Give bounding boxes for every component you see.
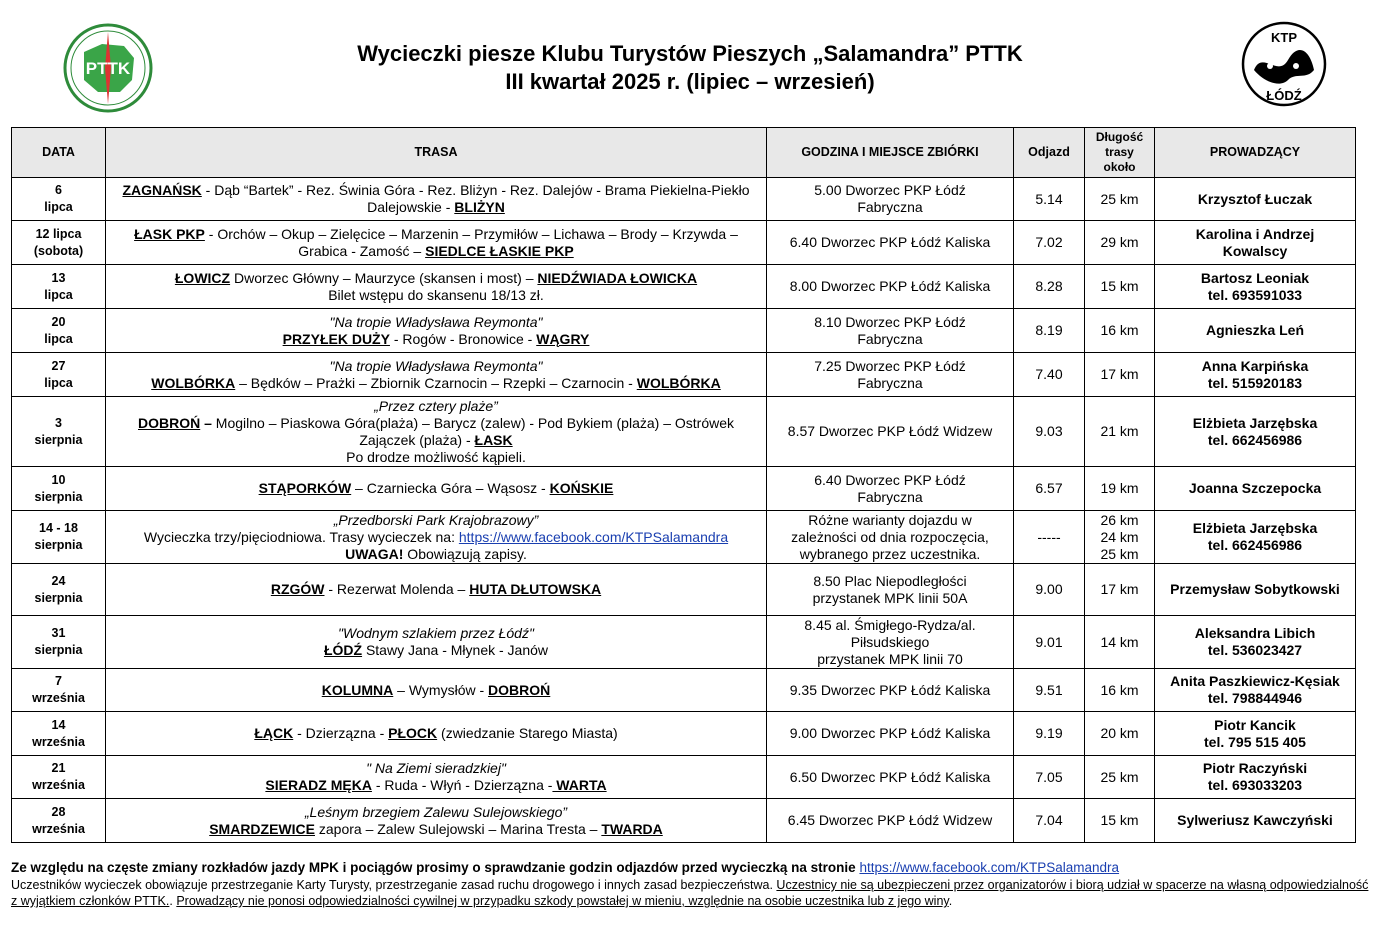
route-cell: "Wodnym szlakiem przez Łódź" ŁÓDŹ Stawy Jana - Młynek - Janów	[106, 616, 767, 669]
footer-facebook-link[interactable]: https://www.facebook.com/KTPSalamandra	[859, 860, 1120, 875]
leader-cell: Agnieszka Leń	[1155, 309, 1356, 353]
meeting-cell: 8.10 Dworzec PKP Łódź Fabryczna	[767, 309, 1014, 353]
table-row	[12, 397, 1356, 467]
meeting-cell: 6.40 Dworzec PKP Łódź Fabryczna	[767, 467, 1014, 511]
table-row	[12, 265, 1356, 309]
departure-cell: 7.40	[1014, 353, 1085, 397]
length-cell: 17 km	[1085, 564, 1155, 616]
departure-cell: 8.19	[1014, 309, 1085, 353]
leader-cell: Karolina i Andrzej Kowalscy	[1155, 221, 1356, 265]
svg-text:KTP: KTP	[1271, 30, 1297, 45]
date-cell: 7 września	[12, 669, 106, 712]
route-cell: „Przedborski Park Krajobrazowy” Wycieczka trzy/pięciodniowa. Trasy wycieczek na: https://www.facebook.com/KTPSalamandra UWAGA! Obowiązują zapisy.	[106, 511, 767, 564]
table-row	[12, 467, 1356, 511]
departure-cell: 7.05	[1014, 756, 1085, 799]
length-cell: 20 km	[1085, 712, 1155, 756]
table-row	[12, 756, 1356, 799]
leader-cell: Aleksandra Libich tel. 536023427	[1155, 616, 1356, 669]
table-row	[12, 353, 1356, 397]
meeting-cell: 9.35 Dworzec PKP Łódź Kaliska	[767, 669, 1014, 712]
meeting-cell: 8.50 Plac Niepodległości przystanek MPK linii 50A	[767, 564, 1014, 616]
meeting-cell: Różne warianty dojazdu w zależności od dnia rozpoczęcia, wybranego przez uczestnika.	[767, 511, 1014, 564]
length-cell: 25 km	[1085, 756, 1155, 799]
route-cell: KOLUMNA – Wymysłów - DOBROŃ	[106, 669, 767, 712]
date-cell: 13 lipca	[12, 265, 106, 309]
date-cell: 10 sierpnia	[12, 467, 106, 511]
col-header-departure: Odjazd	[1014, 128, 1085, 178]
date-cell: 27 lipca	[12, 353, 106, 397]
leader-cell: Anita Paszkiewicz-Kęsiak tel. 798844946	[1155, 669, 1356, 712]
table-row	[12, 712, 1356, 756]
title-line-2: III kwartał 2025 r. (lipiec – wrzesień)	[505, 69, 875, 94]
date-cell: 28 września	[12, 799, 106, 843]
leader-cell: Przemysław Sobytkowski	[1155, 564, 1356, 616]
meeting-cell: 8.45 al. Śmigłego-Rydza/al. Piłsudskiego przystanek MPK linii 70	[767, 616, 1014, 669]
facebook-link[interactable]: https://www.facebook.com/KTPSalamandra	[458, 528, 729, 545]
length-cell: 16 km	[1085, 669, 1155, 712]
departure-cell: 7.02	[1014, 221, 1085, 265]
date-cell: 14 września	[12, 712, 106, 756]
meeting-cell: 6.40 Dworzec PKP Łódź Kaliska	[767, 221, 1014, 265]
footer-notice: Ze względu na częste zmiany rozkładów jazdy MPK i pociągów prosimy o sprawdzanie godzin odjazdów przed wycieczką na stronie https://www.facebook.com/KTPSalamandra	[11, 860, 1120, 875]
meeting-cell: 8.00 Dworzec PKP Łódź Kaliska	[767, 265, 1014, 309]
page-title	[230, 40, 1150, 96]
col-header-leader: PROWADZĄCY	[1155, 128, 1356, 178]
route-cell: STĄPORKÓW – Czarniecka Góra – Wąsosz - KOŃSKIE	[106, 467, 767, 511]
route-cell: „Przez cztery plaże” DOBROŃ – Mogilno – Piaskowa Góra(plaża) – Barycz (zalew) - Pod Bykiem (plaża) – Ostrówek Zajączek (plaża) - ŁASK Po drodze możliwość kąpieli.	[106, 397, 767, 467]
table-row	[12, 511, 1356, 564]
svg-text:ŁÓDŹ: ŁÓDŹ	[1266, 88, 1302, 103]
departure-cell: 9.00	[1014, 564, 1085, 616]
meeting-cell: 8.57 Dworzec PKP Łódź Widzew	[767, 397, 1014, 467]
col-header-length: Długość trasy około	[1085, 128, 1155, 178]
leader-cell: Anna Karpińska tel. 515920183	[1155, 353, 1356, 397]
table-row	[12, 669, 1356, 712]
date-cell: 3 sierpnia	[12, 397, 106, 467]
col-header-date: DATA	[12, 128, 106, 178]
col-header-route: TRASA	[106, 128, 767, 178]
length-cell: 29 km	[1085, 221, 1155, 265]
leader-cell: Krzysztof Łuczak	[1155, 178, 1356, 221]
length-cell: 16 km	[1085, 309, 1155, 353]
table-row	[12, 178, 1356, 221]
length-cell: 15 km	[1085, 265, 1155, 309]
length-cell: 15 km	[1085, 799, 1155, 843]
route-cell: ŁASK PKP - Orchów – Okup – Zielęcice – Marzenin – Przymiłów – Lichawa – Brody – Krzywda – Grabica - Zamość – SIEDLCE ŁASKIE PKP	[106, 221, 767, 265]
table-row	[12, 309, 1356, 353]
footer	[11, 859, 1371, 909]
departure-cell: 8.28	[1014, 265, 1085, 309]
length-cell: 26 km 24 km 25 km	[1085, 511, 1155, 564]
route-cell: "Na tropie Władysława Reymonta" WOLBÓRKA – Będków – Prażki – Zbiornik Czarnocin – Rzepki – Czarnocin - WOLBÓRKA	[106, 353, 767, 397]
date-cell: 20 lipca	[12, 309, 106, 353]
title-line-1: Wycieczki piesze Klubu Turystów Pieszych „Salamandra” PTTK	[357, 41, 1023, 66]
departure-cell: 9.01	[1014, 616, 1085, 669]
departure-cell: 9.19	[1014, 712, 1085, 756]
leader-cell: Elżbieta Jarzębska tel. 662456986	[1155, 511, 1356, 564]
ktp-logo	[1240, 20, 1328, 108]
departure-cell: 6.57	[1014, 467, 1085, 511]
route-cell: ZAGNAŃSK - Dąb “Bartek” - Rez. Świnia Góra - Rez. Bliżyn - Rez. Dalejów - Brama Piekielna-Piekło Dalejowskie - BLIŻYN	[106, 178, 767, 221]
meeting-cell: 5.00 Dworzec PKP Łódź Fabryczna	[767, 178, 1014, 221]
leader-cell: Piotr Raczyński tel. 693033203	[1155, 756, 1356, 799]
table-row	[12, 799, 1356, 843]
table-row	[12, 221, 1356, 265]
date-cell: 31 sierpnia	[12, 616, 106, 669]
trips-table	[11, 127, 1356, 843]
pttk-logo	[62, 22, 154, 114]
leader-cell: Bartosz Leoniak tel. 693591033	[1155, 265, 1356, 309]
table-row	[12, 616, 1356, 669]
length-cell: 21 km	[1085, 397, 1155, 467]
footer-rules: Uczestników wycieczek obowiązuje przestrzeganie Karty Turysty, przestrzeganie zasad ruchu drogowego i innych zasad bezpieczeństwa. Uczestnicy nie są ubezpieczeni przez organizatorów i biorą udział w spacerze na własną odpowiedzialność z wyjątkiem członków PTTK.. Prowadzący nie ponosi odpowiedzialności cywilnej w przypadku szkody powstałej w mieniu, względnie na osobie uczestnika lub z jego winy.	[11, 878, 1369, 908]
date-cell: 14 - 18 sierpnia	[12, 511, 106, 564]
departure-cell: 7.04	[1014, 799, 1085, 843]
length-cell: 25 km	[1085, 178, 1155, 221]
date-cell: 6 lipca	[12, 178, 106, 221]
leader-cell: Elżbieta Jarzębska tel. 662456986	[1155, 397, 1356, 467]
departure-cell: 5.14	[1014, 178, 1085, 221]
length-cell: 19 km	[1085, 467, 1155, 511]
route-cell: ŁĄCK - Dzierzązna - PŁOCK (zwiedzanie Starego Miasta)	[106, 712, 767, 756]
route-cell: "Na tropie Władysława Reymonta" PRZYŁEK DUŻY - Rogów - Bronowice - WĄGRY	[106, 309, 767, 353]
leader-cell: Piotr Kancik tel. 795 515 405	[1155, 712, 1356, 756]
route-cell: " Na Ziemi sieradzkiej" SIERADZ MĘKA - Ruda - Włyń - Dzierzązna - WARTA	[106, 756, 767, 799]
meeting-cell: 6.45 Dworzec PKP Łódź Widzew	[767, 799, 1014, 843]
departure-cell: -----	[1014, 511, 1085, 564]
svg-text:PTTK: PTTK	[85, 59, 131, 78]
leader-cell: Joanna Szczepocka	[1155, 467, 1356, 511]
length-cell: 17 km	[1085, 353, 1155, 397]
length-cell: 14 km	[1085, 616, 1155, 669]
departure-cell: 9.51	[1014, 669, 1085, 712]
meeting-cell: 6.50 Dworzec PKP Łódź Kaliska	[767, 756, 1014, 799]
table-header-row	[12, 128, 1356, 178]
departure-cell: 9.03	[1014, 397, 1085, 467]
meeting-cell: 9.00 Dworzec PKP Łódź Kaliska	[767, 712, 1014, 756]
route-cell: RZGÓW - Rezerwat Molenda – HUTA DŁUTOWSKA	[106, 564, 767, 616]
meeting-cell: 7.25 Dworzec PKP Łódź Fabryczna	[767, 353, 1014, 397]
date-cell: 24 sierpnia	[12, 564, 106, 616]
date-cell: 21 września	[12, 756, 106, 799]
table-row	[12, 564, 1356, 616]
leader-cell: Sylweriusz Kawczyński	[1155, 799, 1356, 843]
date-cell: 12 lipca (sobota)	[12, 221, 106, 265]
route-cell: ŁOWICZ Dworzec Główny – Maurzyce (skansen i most) – NIEDŹWIADA ŁOWICKA Bilet wstępu do skansenu 18/13 zł.	[106, 265, 767, 309]
route-cell: „Leśnym brzegiem Zalewu Sulejowskiego” SMARDZEWICE zapora – Zalew Sulejowski – Marina Tresta – TWARDA	[106, 799, 767, 843]
col-header-meeting: GODZINA I MIEJSCE ZBIÓRKI	[767, 128, 1014, 178]
